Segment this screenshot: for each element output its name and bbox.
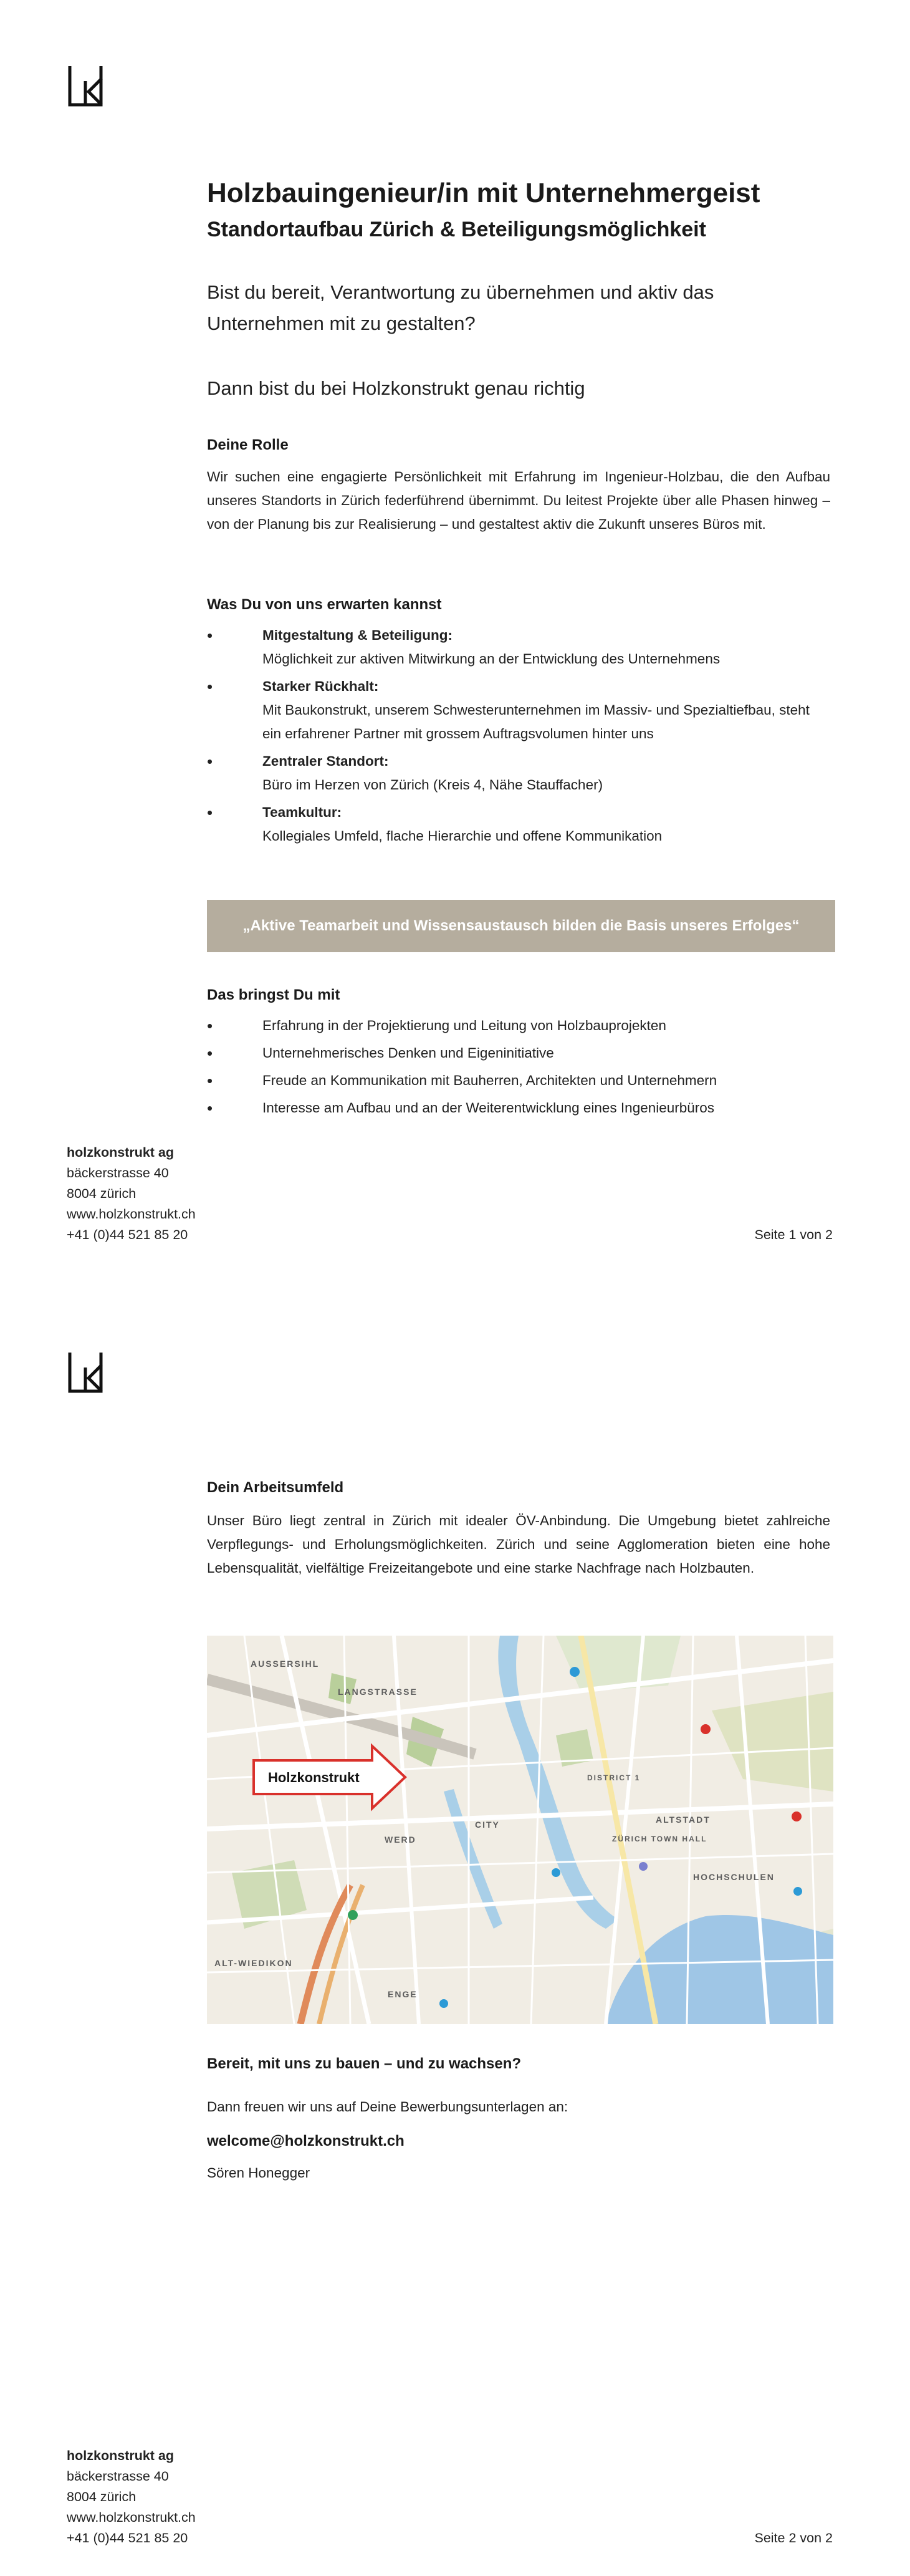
- district-label: ZÜRICH TOWN HALL: [612, 1835, 707, 1843]
- env-heading: Dein Arbeitsumfeld: [207, 1479, 344, 1496]
- logo-mark-icon: [62, 62, 112, 112]
- cta-heading: Bereit, mit uns zu bauen – und zu wachsen?: [207, 2055, 522, 2072]
- footer-street: bäckerstrasse 40: [67, 1165, 169, 1180]
- footer-phone[interactable]: +41 (0)44 521 85 20: [67, 2530, 188, 2545]
- bring-item: • Freude an Kommunikation mit Bauherren, Architekten und Unternehmern: [207, 1069, 830, 1093]
- footer-street: bäckerstrasse 40: [67, 2469, 169, 2484]
- intro2-block: [207, 373, 830, 404]
- env-section: [207, 1477, 830, 1580]
- expect-item-text: Büro im Herzen von Zürich (Kreis 4, Nähe Stauffacher): [262, 777, 603, 793]
- quote-banner: „Aktive Teamarbeit und Wissensaustausch bilden die Basis unseres Erfolges“: [207, 900, 835, 952]
- expect-item-title: • Starker Rückhalt:: [262, 678, 379, 694]
- expect-item-text: Möglichkeit zur aktiven Mitwirkung an der Entwicklung des Unternehmens: [262, 651, 721, 667]
- bring-section: [207, 984, 830, 1120]
- footer-web[interactable]: www.holzkonstrukt.ch: [67, 2510, 196, 2525]
- cta-text: Dann freuen wir uns auf Deine Bewerbungsunterlagen an:: [207, 2099, 568, 2115]
- logo-mark-icon: [62, 1349, 112, 1399]
- district-label: WERD: [385, 1835, 416, 1845]
- expect-item-title: • Zentraler Standort:: [262, 753, 389, 769]
- bring-item: • Unternehmerisches Denken und Eigeninitiative: [207, 1041, 830, 1065]
- location-map[interactable]: [207, 1636, 833, 2024]
- expect-item-text: Mit Baukonstrukt, unserem Schwesterunternehmen im Massiv- und Spezialtiefbau, steht ein erfahrener Partner mit grossem Auftragsvolumen hinter uns: [262, 702, 810, 741]
- district-label: HOCHSCHULEN: [693, 1872, 775, 1882]
- holzkonstrukt-logo: [62, 62, 112, 112]
- district-label: AUSSERSIHL: [251, 1659, 320, 1669]
- role-heading: Deine Rolle: [207, 437, 289, 453]
- bring-item: • Erfahrung in der Projektierung und Leitung von Holzbauprojekten: [207, 1014, 830, 1038]
- footer-city: 8004 zürich: [67, 1186, 136, 1201]
- expect-item: [207, 750, 830, 797]
- marker-label: Holzkonstrukt: [268, 1770, 360, 1785]
- expect-item-text: Kollegiales Umfeld, flache Hierarchie und offene Kommunikation: [262, 828, 663, 844]
- map-graphic: [207, 1636, 833, 2024]
- page-number: Seite 1 von 2: [754, 1227, 833, 1242]
- intro-text: Bist du bereit, Verantwortung zu übernehmen und aktiv das Unternehmen mit zu gestalten?: [207, 281, 714, 334]
- district-label: CITY: [475, 1820, 500, 1830]
- bring-item: • Interesse am Aufbau und an der Weiterentwicklung eines Ingenieurbüros: [207, 1096, 830, 1120]
- footer-address: [67, 1142, 196, 1245]
- footer-phone[interactable]: +41 (0)44 521 85 20: [67, 1227, 188, 1242]
- role-text: Wir suchen eine engagierte Persönlichkeit mit Erfahrung im Ingenieur-Holzbau, die den Aufbau unseres Standorts in Zürich federführend übernimmt. Du leitest Projekte über alle Phasen hinweg – von der Planung bis zur Realisierung – und gestaltest aktiv die Zukunft unseres Büros mit.: [207, 469, 830, 532]
- page-number: Seite 2 von 2: [754, 2530, 833, 2545]
- expect-section: [207, 594, 830, 848]
- intro2-text: Dann bist du bei Holzkonstrukt genau richtig: [207, 377, 585, 399]
- role-section: [207, 434, 830, 536]
- footer-web[interactable]: www.holzkonstrukt.ch: [67, 1207, 196, 1222]
- holzkonstrukt-logo: [62, 1349, 112, 1399]
- footer-company: holzkonstrukt ag: [67, 2448, 175, 2463]
- job-subtitle: Standortaufbau Zürich & Beteiligungsmöglichkeit: [207, 218, 706, 241]
- district-label: LANGSTRASSE: [338, 1687, 418, 1697]
- bring-list: [207, 1014, 830, 1120]
- footer-address: [67, 2446, 196, 2549]
- contact-name: Sören Honegger: [207, 2165, 310, 2181]
- expect-item: [207, 624, 830, 671]
- footer-city: 8004 zürich: [67, 2489, 136, 2504]
- district-label: DISTRICT 1: [587, 1773, 641, 1782]
- env-text: Unser Büro liegt zentral in Zürich mit idealer ÖV-Anbindung. Die Umgebung bietet zahlreiche Verpflegungs- und Erholungsmöglichkeiten. Zürich und seine Agglomeration bieten eine hohe Lebensqualität, vielfältige Freizeitangebote und eine starke Nachfrage nach Holzbauten.: [207, 1513, 830, 1576]
- bring-heading: Das bringst Du mit: [207, 987, 340, 1003]
- district-label: ENGE: [388, 1989, 418, 1999]
- expect-item-title: • Mitgestaltung & Beteiligung:: [262, 627, 453, 643]
- district-label: ALTSTADT: [656, 1815, 711, 1825]
- district-label: ALT-WIEDIKON: [214, 1958, 293, 1968]
- cta-section: [207, 2053, 830, 2075]
- expect-item-title: • Teamkultur:: [262, 804, 342, 820]
- expect-heading: Was Du von uns erwarten kannst: [207, 596, 442, 613]
- page-1: [0, 0, 910, 1285]
- intro-block: [207, 277, 830, 339]
- job-title: Holzbauingenieur/in mit Unternehmergeist: [207, 178, 760, 208]
- expect-item: [207, 801, 830, 848]
- footer-company: holzkonstrukt ag: [67, 1145, 175, 1160]
- job-title-block: [207, 175, 830, 244]
- cta-text-block: [207, 2095, 830, 2185]
- expect-list: [207, 624, 830, 848]
- expect-item: [207, 675, 830, 746]
- page-2: [0, 1285, 910, 2576]
- email-link[interactable]: welcome@holzkonstrukt.ch: [207, 2133, 405, 2149]
